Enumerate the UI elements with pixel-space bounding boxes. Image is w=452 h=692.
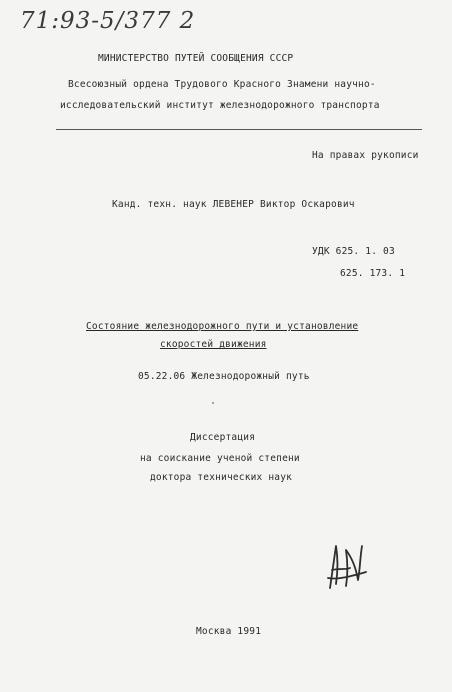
header-rule — [56, 129, 422, 130]
dissertation-title-line-2: скоростей движения — [160, 339, 267, 350]
manuscript-note: На правах рукописи — [312, 150, 419, 161]
institute-line-2: исследовательский институт железнодорожного транспорта — [60, 100, 380, 111]
udk-line-2: 625. 173. 1 — [340, 268, 406, 279]
degree-line-1: на соискание ученой степени — [140, 453, 300, 464]
author-line: Канд. техн. наук ЛЕВЕНЕР Виктор Оскарович — [112, 199, 355, 210]
udk-line-1: УДК 625. 1. 03 — [312, 246, 395, 257]
city-year: Москва 1991 — [196, 626, 262, 637]
degree-line-2: доктора технических наук — [150, 472, 293, 483]
ministry-header: МИНИСТЕРСТВО ПУТЕЙ СООБЩЕНИЯ СССР — [98, 53, 294, 64]
signature — [322, 540, 370, 592]
institute-line-1: Всесоюзный ордена Трудового Красного Знамени научно- — [68, 79, 376, 90]
document-type: Диссертация — [190, 432, 256, 443]
specialty-code: 05.22.06 Железнодорожный путь — [138, 371, 310, 382]
dissertation-title-line-1: Состояние железнодорожного пути и установление — [86, 321, 359, 332]
archive-number-handwritten: 71:93-5/377 2 — [20, 8, 196, 34]
